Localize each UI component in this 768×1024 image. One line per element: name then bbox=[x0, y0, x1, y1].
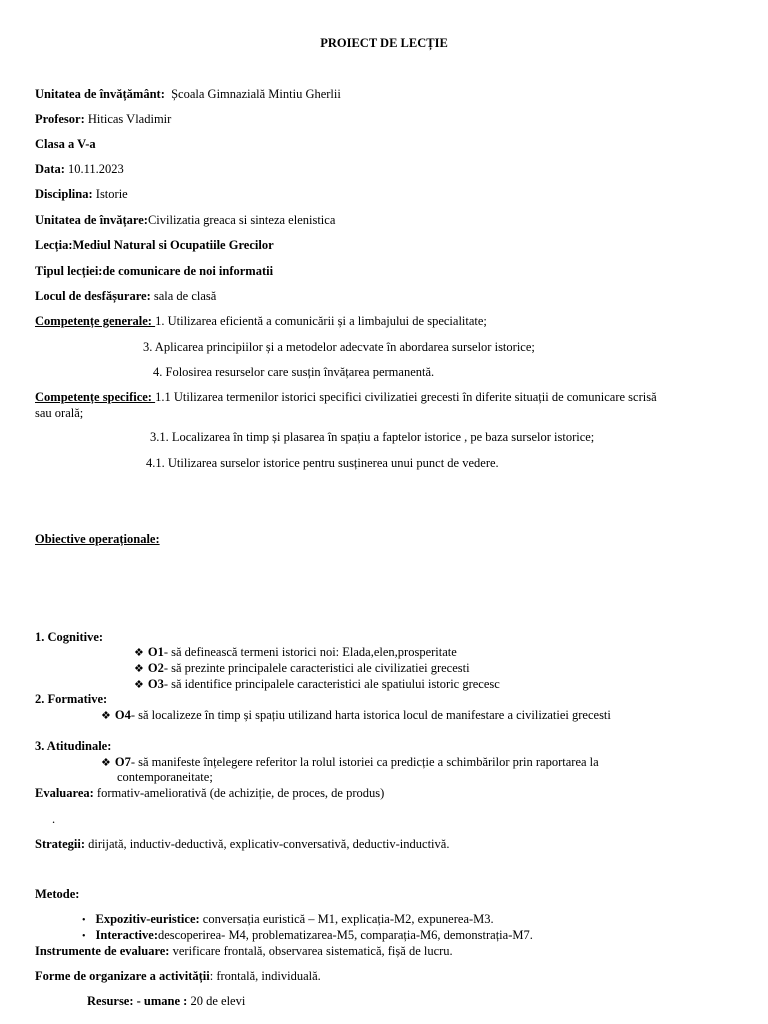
forme-row bbox=[35, 969, 321, 984]
metoda-value: conversația euristică – M1, explicația-M2, expunerea-M3. bbox=[199, 912, 494, 926]
diamond-bullet-icon: ❖ bbox=[134, 647, 144, 659]
competente-specifice-row bbox=[35, 390, 657, 405]
field-value: Școala Gimnazială Mintiu Gherlii bbox=[171, 87, 341, 101]
field-label: Disciplina: bbox=[35, 187, 93, 201]
competenta-item: 1.1 Utilizarea termenilor istorici specifici civilizatiei grecesti în diferite situații de comunicare scrisă bbox=[155, 390, 657, 404]
competente-generale-row bbox=[35, 314, 487, 329]
tipul-row bbox=[35, 264, 273, 279]
stray-dot: . bbox=[52, 812, 56, 826]
field-value: Mediul Natural si Ocupatiile Grecilor bbox=[72, 238, 274, 252]
field-value: Istorie bbox=[95, 187, 128, 201]
page-title: PROIECT DE LECȚIE bbox=[320, 36, 448, 50]
field-label: Resurse: - umane : bbox=[87, 994, 188, 1008]
field-label: Locul de desfășurare: bbox=[35, 289, 151, 303]
competenta-item: 4. Folosirea resurselor care susțin învățarea permanentă. bbox=[153, 365, 435, 379]
atitudinale-heading: 3. Atitudinale: bbox=[35, 739, 112, 753]
field-value: Hiticas Vladimir bbox=[87, 112, 172, 126]
field-label: Tipul lecției: bbox=[35, 264, 103, 278]
strategii-row bbox=[35, 837, 449, 852]
objective-code: O3 bbox=[147, 677, 164, 691]
field-value: sala de clasă bbox=[153, 289, 217, 303]
field-label: Lecția: bbox=[35, 238, 73, 252]
diamond-bullet-icon: ❖ bbox=[134, 679, 144, 691]
competenta-item-continuation: sau orală; bbox=[35, 406, 84, 420]
objective-text-continuation: contemporaneitate; bbox=[117, 770, 213, 784]
profesor-row bbox=[35, 112, 171, 127]
field-label: Evaluarea: bbox=[35, 786, 94, 800]
field-label: Strategii: bbox=[35, 837, 85, 851]
field-label: Profesor: bbox=[35, 112, 85, 126]
locul-row bbox=[35, 289, 216, 304]
objective-text: - să identifice principalele caracteristici ale spatiului istoric grecesc bbox=[163, 677, 500, 691]
cognitive-heading: 1. Cognitive: bbox=[35, 630, 104, 644]
field-label: Instrumente de evaluare: bbox=[35, 944, 170, 958]
data-row bbox=[35, 162, 124, 177]
metoda-value: descoperirea- M4, problematizarea-M5, comparația-M6, demonstrația-M7. bbox=[158, 928, 533, 942]
evaluarea-row bbox=[35, 786, 384, 801]
clasa-row: Clasa a V-a bbox=[35, 137, 96, 151]
bullet-icon: • bbox=[82, 931, 86, 942]
unitatea-invatamant-row bbox=[35, 87, 341, 102]
objective-code: O7 bbox=[114, 755, 131, 769]
diamond-bullet-icon: ❖ bbox=[134, 663, 144, 675]
metoda-item bbox=[82, 912, 494, 928]
field-value: : frontală, individuală. bbox=[209, 969, 321, 983]
field-label: Forme de organizare a activității bbox=[35, 969, 210, 983]
objective-item bbox=[134, 645, 457, 661]
field-value: 20 de elevi bbox=[187, 994, 246, 1008]
objective-code: O4 bbox=[114, 708, 131, 722]
objective-item bbox=[134, 661, 470, 677]
competenta-item: 3.1. Localizarea în timp și plasarea în spațiu a faptelor istorice , pe baza surselor istorice; bbox=[150, 430, 595, 444]
field-label: Data: bbox=[35, 162, 65, 176]
objective-code: O1 bbox=[147, 645, 164, 659]
metoda-item bbox=[82, 928, 533, 944]
competenta-item: 4.1. Utilizarea surselor istorice pentru susținerea unui punct de vedere. bbox=[146, 456, 499, 470]
metode-heading: Metode: bbox=[35, 887, 80, 901]
objective-code: O2 bbox=[147, 661, 164, 675]
metoda-label: Expozitiv-euristice: bbox=[95, 912, 200, 926]
instrumente-row bbox=[35, 944, 453, 959]
section-label: Competențe specifice: bbox=[35, 390, 156, 404]
field-value: 10.11.2023 bbox=[67, 162, 124, 176]
objective-item bbox=[101, 755, 599, 771]
objective-text: - să localizeze în timp și spațiu utilizand harta istorica locul de manifestare a civilizatiei grecesti bbox=[130, 708, 611, 722]
field-value: dirijată, inductiv-deductivă, explicativ-conversativă, deductiv-inductivă. bbox=[84, 837, 450, 851]
competenta-item: 3. Aplicarea principiilor și a metodelor adecvate în abordarea surselor istorice; bbox=[143, 340, 535, 354]
field-value: formativ-ameliorativă (de achiziție, de proces, de produs) bbox=[93, 786, 385, 800]
diamond-bullet-icon: ❖ bbox=[101, 757, 111, 769]
obiective-heading: Obiective operaționale: bbox=[35, 532, 160, 546]
unitatea-invatare-row bbox=[35, 213, 335, 228]
field-label: Unitatea de învățământ: bbox=[35, 87, 165, 101]
field-value: Civilizatia greaca si sinteza elenistica bbox=[147, 213, 336, 227]
objective-text: - să prezinte principalele caracteristici ale civilizatiei grecesti bbox=[163, 661, 470, 675]
objective-text: - să definească termeni istorici noi: Elada,elen,prosperitate bbox=[163, 645, 457, 659]
section-label: Competențe generale: bbox=[35, 314, 156, 328]
formative-heading: 2. Formative: bbox=[35, 692, 108, 706]
field-value: verificare frontală, observarea sistematică, fișă de lucru. bbox=[169, 944, 453, 958]
lectia-row bbox=[35, 238, 274, 253]
objective-item bbox=[101, 708, 611, 724]
resurse-row bbox=[87, 994, 245, 1009]
objective-item bbox=[134, 677, 500, 693]
metoda-label: Interactive: bbox=[95, 928, 158, 942]
disciplina-row bbox=[35, 187, 128, 202]
field-value: de comunicare de noi informatii bbox=[102, 264, 274, 278]
field-label: Unitatea de învățare: bbox=[35, 213, 148, 227]
diamond-bullet-icon: ❖ bbox=[101, 710, 111, 722]
bullet-icon: • bbox=[82, 915, 86, 926]
objective-text: - să manifeste înțelegere referitor la rolul istoriei ca predicție a schimbărilor prin raportarea la bbox=[130, 755, 599, 769]
competenta-item: 1. Utilizarea eficientă a comunicării și a limbajului de specialitate; bbox=[155, 314, 487, 328]
